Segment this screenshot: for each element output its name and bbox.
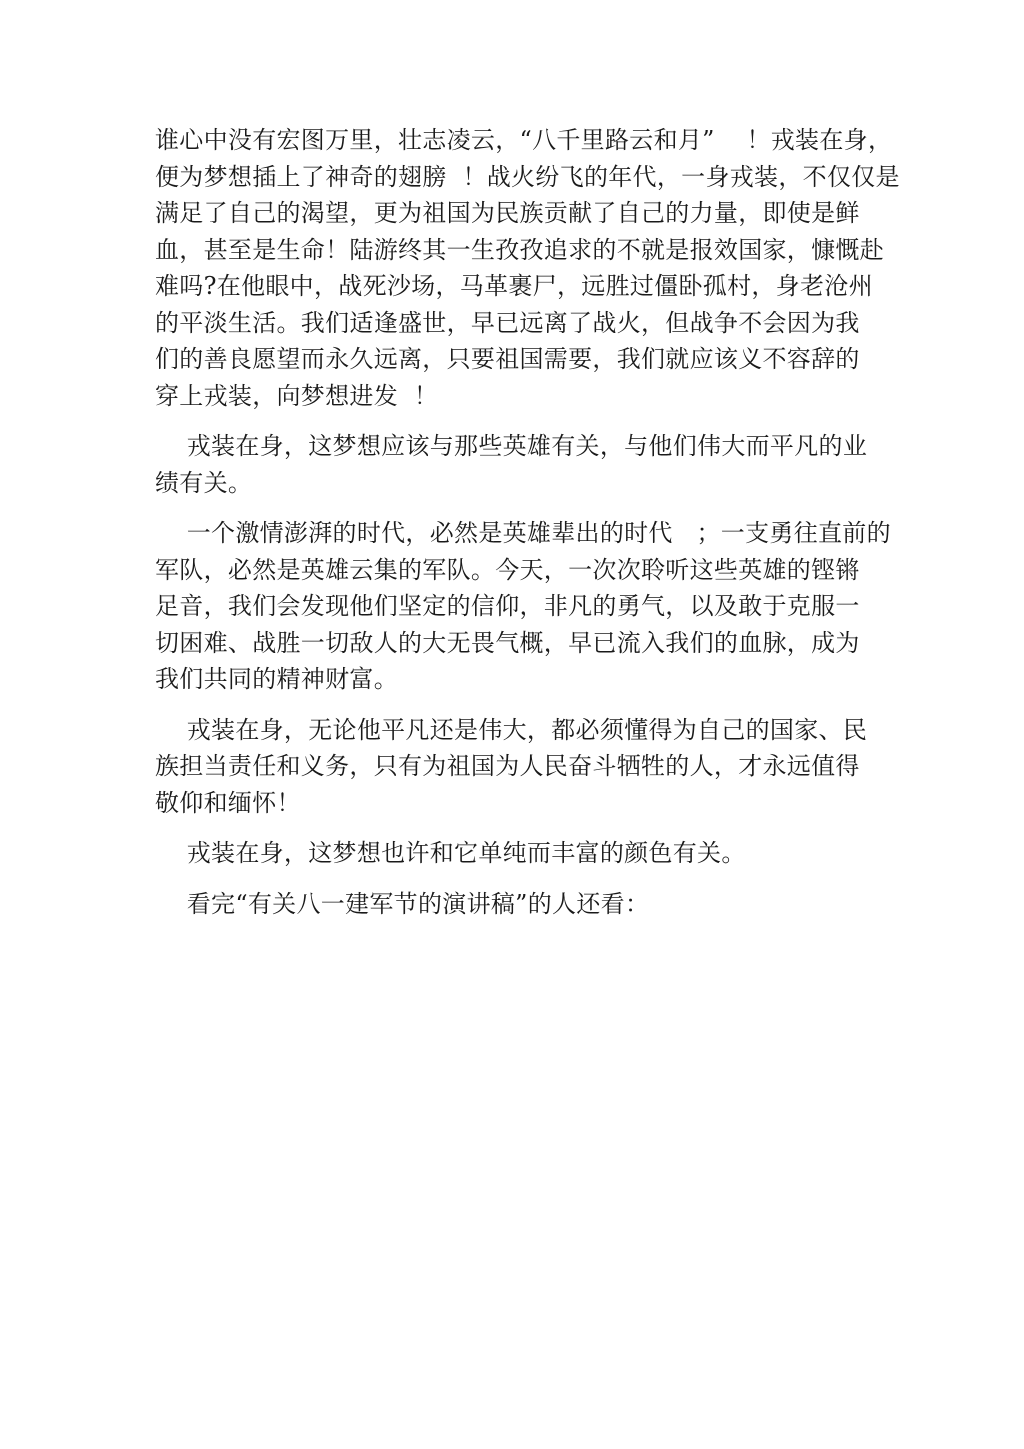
text-line: 们的善良愿望而永久远离，只要祖国需要，我们就应该义不容辞的 xyxy=(155,345,860,373)
paragraph xyxy=(155,835,855,872)
text-line: 谁心中没有宏图万里，壮志凌云，“八千里路云和月” ！戎装在身， xyxy=(155,126,893,154)
text-line: 戎装在身，这梦想也许和它单纯而丰富的颜色有关。 xyxy=(155,839,746,867)
text-line: 难吗?在他眼中，战死沙场，马革裹尸，远胜过僵卧孤村，身老沧州 xyxy=(155,272,873,300)
text-line: 的平淡生活。我们适逢盛世，早已远离了战火，但战争不会因为我 xyxy=(155,308,860,337)
text-line: 我们共同的精神财富。 xyxy=(155,665,398,693)
text-line: 戎装在身，这梦想应该与那些英雄有关，与他们伟大而平凡的业 xyxy=(155,432,868,460)
text-line: 看完“有关八一建军节的演讲稿”的人还看： xyxy=(155,889,650,918)
text-line: 敬仰和缅怀！ xyxy=(155,788,301,817)
text-line: 穿上戎装，向梦想进发 ！ xyxy=(155,381,439,410)
paragraph xyxy=(155,886,855,923)
text-line: 军队，必然是英雄云集的军队。今天，一次次聆听这些英雄的铿锵 xyxy=(155,555,860,584)
paragraph xyxy=(155,515,891,698)
text-line: 便为梦想插上了神奇的翅膀 ！战火纷飞的年代，一身戎装，不仅仅是 xyxy=(155,162,900,191)
paragraph xyxy=(155,712,868,822)
text-line: 一个激情澎湃的时代，必然是英雄辈出的时代 ；一支勇往直前的 xyxy=(155,519,891,547)
text-line: 满足了自己的渴望，更为祖国为民族贡献了自己的力量，即使是鲜 xyxy=(155,199,860,227)
text-line: 血，甚至是生命！陆游终其一生孜孜追求的不就是报效国家，慷慨赴 xyxy=(155,235,884,264)
paragraph xyxy=(155,122,900,414)
text-line: 足音，我们会发现他们坚定的信仰，非凡的勇气，以及敢于克服一 xyxy=(155,592,860,620)
paragraph xyxy=(155,428,868,501)
text-line: 切困难、战胜一切敌人的大无畏气概，早已流入我们的血脉，成为 xyxy=(155,628,860,657)
text-line: 族担当责任和义务，只有为祖国为人民奋斗牺牲的人，才永远值得 xyxy=(155,752,860,780)
text-line: 戎装在身，无论他平凡还是伟大，都必须懂得为自己的国家、民 xyxy=(155,715,868,744)
text-line: 绩有关。 xyxy=(155,468,253,497)
document-body xyxy=(155,122,900,922)
